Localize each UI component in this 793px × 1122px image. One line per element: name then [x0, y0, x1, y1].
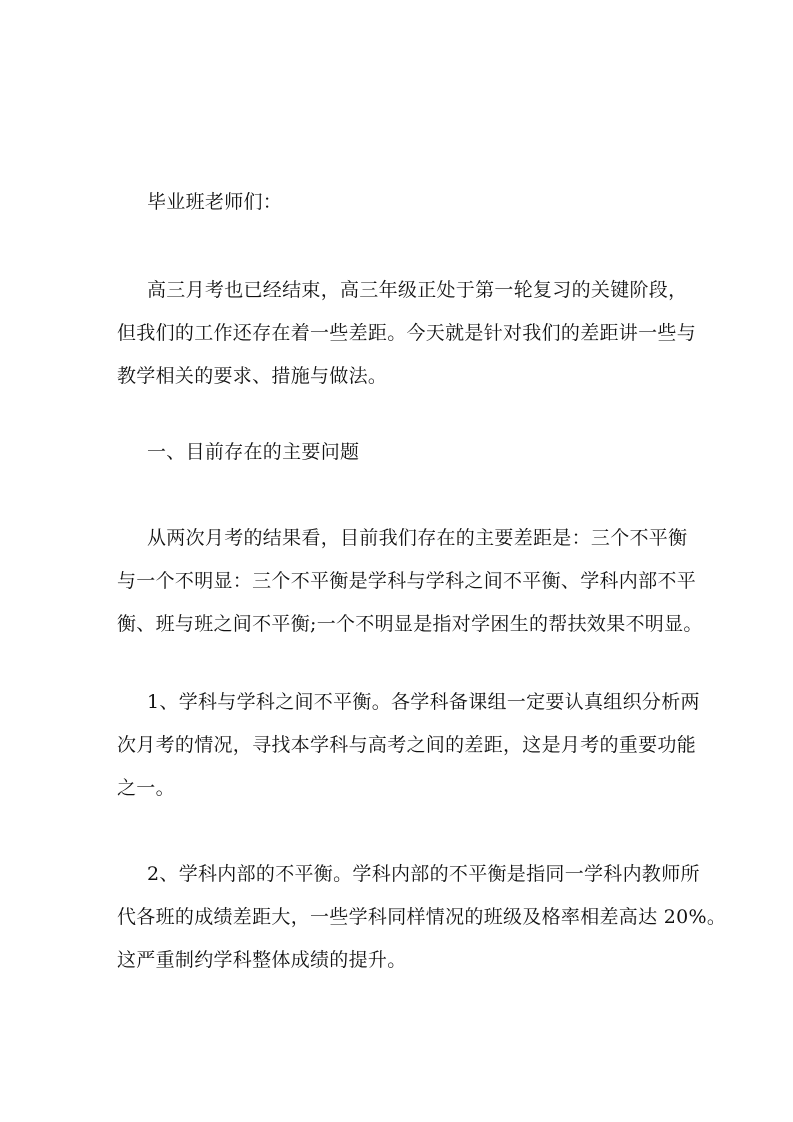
paragraph-3-line-3: 之一。 — [117, 777, 175, 799]
salutation: 毕业班老师们： — [147, 191, 283, 213]
paragraph-3-line-1: 1、学科与学科之间不平衡。各学科备课组一定要认真组织分析两 — [147, 691, 700, 713]
paragraph-2-line-2: 与一个不明显：三个不平衡是学科与学科之间不平衡、学科内部不平 — [117, 570, 697, 592]
paragraph-1-line-1: 高三月考也已经结束，高三年级正处于第一轮复习的关键阶段， — [147, 279, 688, 301]
paragraph-2-line-3: 衡、班与班之间不平衡;一个不明显是指对学困生的帮扶效果不明显。 — [117, 613, 703, 635]
paragraph-1-line-2: 但我们的工作还存在着一些差距。今天就是针对我们的差距讲一些与 — [117, 322, 697, 344]
paragraph-1-line-3: 教学相关的要求、措施与做法。 — [117, 365, 388, 387]
paragraph-4-line-3: 这严重制约学科整体成绩的提升。 — [117, 949, 407, 971]
paragraph-2-line-1: 从两次月考的结果看，目前我们存在的主要差距是：三个不平衡 — [147, 527, 688, 549]
paragraph-3-line-2: 次月考的情况，寻找本学科与高考之间的差距，这是月考的重要功能 — [117, 734, 697, 756]
paragraph-4-line-2: 代各班的成绩差距大，一些学科同样情况的班级及格率相差高达 20%。 — [117, 906, 727, 928]
section-heading: 一、目前存在的主要问题 — [147, 441, 360, 463]
paragraph-4-line-1: 2、学科内部的不平衡。学科内部的不平衡是指同一学科内教师所 — [147, 863, 700, 885]
